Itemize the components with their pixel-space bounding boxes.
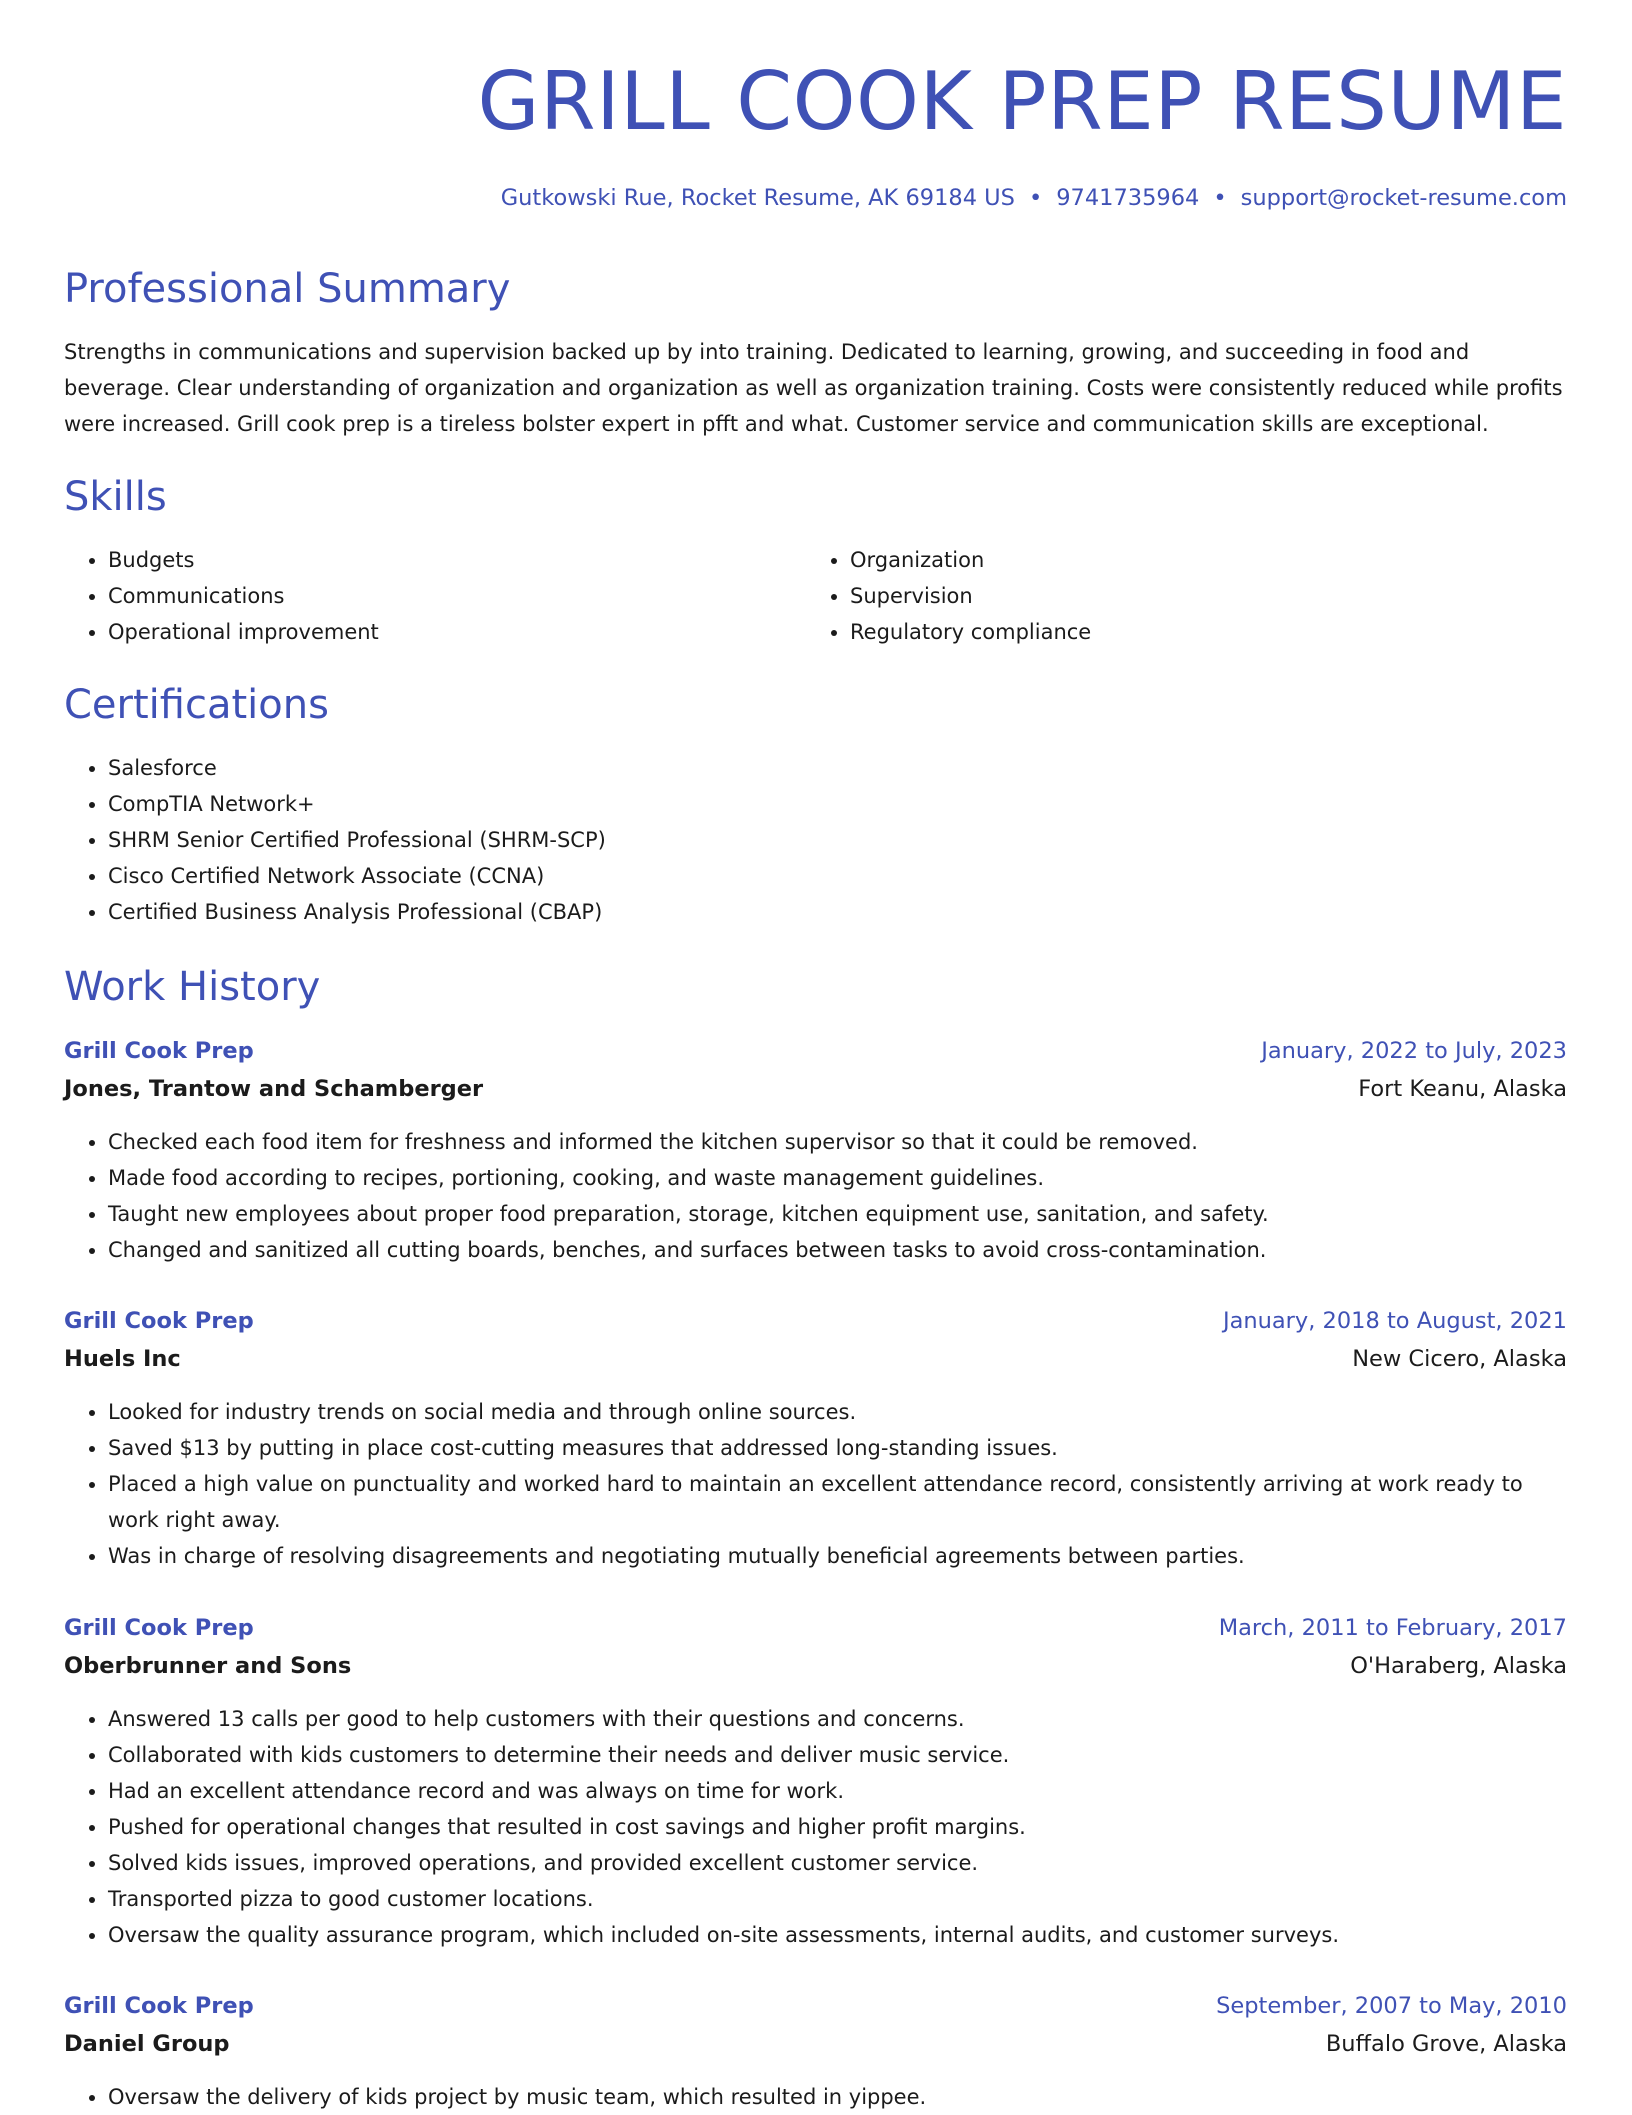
contact-phone: 9741735964 [1056, 185, 1200, 211]
job-title: Grill Cook Prep [64, 1308, 254, 1334]
job-company: Huels Inc [64, 1346, 181, 1372]
job-bullet: • Solved kids issues, improved operations, and provided excellent customer service. [108, 1845, 1567, 1881]
job-bullet: • Transported pizza to good customer locations. [108, 1881, 1567, 1917]
resume-title: GRILL COOK PREP RESUME [477, 55, 1567, 148]
job-dates: January, 2018 to August, 2021 [1222, 1308, 1567, 1334]
job-entry [64, 1609, 1567, 1953]
certification-item: • Cisco Certified Network Associate (CCNA) [108, 858, 1567, 894]
skills-heading: Skills [64, 474, 167, 520]
skill-item: • Regulatory compliance [850, 614, 1548, 650]
job-company: Jones, Trantow and Schamberger [64, 1076, 484, 1102]
job-bullet: • Looked for industry trends on social media and through online sources. [108, 1394, 1567, 1430]
summary-text: Strengths in communications and supervision backed up by into training. Dedicated to learning, growing, and succeeding in food and beverage. Clear understanding of organization and organization as well as organization training. Costs were consistently reduced while profits were increased. Grill cook prep is a tireless bolster expert in pfft and what. Customer service and communication skills are exceptional. [64, 340, 1563, 436]
job-bullets [64, 1124, 1567, 1268]
job-bullet: • Collaborated with kids customers to determine their needs and deliver music service. [108, 1737, 1567, 1773]
job-location: O'Haraberg, Alaska [1350, 1653, 1567, 1679]
work-history-heading: Work History [64, 964, 321, 1010]
contact-separator: • [1213, 185, 1227, 211]
job-title: Grill Cook Prep [64, 1038, 254, 1064]
contact-line [64, 182, 1567, 214]
job-dates: September, 2007 to May, 2010 [1216, 1993, 1567, 2019]
skill-item: • Organization [850, 542, 1548, 578]
job-entry [64, 1302, 1567, 1574]
skills-column-right [806, 542, 1548, 650]
job-bullet: • Pushed for operational changes that resulted in cost savings and higher profit margins. [108, 1809, 1567, 1845]
job-company: Daniel Group [64, 2031, 230, 2057]
job-bullet: • Checked each food item for freshness and informed the kitchen supervisor so that it could be removed. [108, 1124, 1567, 1160]
job-location: New Cicero, Alaska [1352, 1346, 1567, 1372]
job-bullets [64, 1394, 1567, 1574]
job-bullet: • Was in charge of resolving disagreements and negotiating mutually beneficial agreements between parties. [108, 1538, 1567, 1574]
certification-item: • SHRM Senior Certified Professional (SHRM-SCP) [108, 822, 1567, 858]
job-dates: January, 2022 to July, 2023 [1261, 1038, 1567, 1064]
skills-column-left [64, 542, 806, 650]
job-bullet: • Changed and sanitized all cutting boards, benches, and surfaces between tasks to avoid cross-contamination. [108, 1232, 1567, 1268]
job-company: Oberbrunner and Sons [64, 1653, 352, 1679]
certification-item: • Certified Business Analysis Professional (CBAP) [108, 894, 1567, 930]
skills-list [64, 542, 1567, 650]
contact-address: Gutkowski Rue, Rocket Resume, AK 69184 US [500, 185, 1015, 211]
contact-email[interactable]: support@rocket-resume.com [1240, 185, 1567, 211]
job-bullet: • Answered 13 calls per good to help customers with their questions and concerns. [108, 1701, 1567, 1737]
job-title: Grill Cook Prep [64, 1993, 254, 2019]
job-bullet: • Made food according to recipes, portioning, cooking, and waste management guidelines. [108, 1160, 1567, 1196]
job-bullet: • Oversaw the delivery of kids project by music team, which resulted in yippee. [108, 2079, 1567, 2115]
certification-item: • CompTIA Network+ [108, 786, 1567, 822]
certifications-list [64, 750, 1567, 930]
job-bullet: • Had an excellent attendance record and was always on time for work. [108, 1773, 1567, 1809]
certification-item: • Salesforce [108, 750, 1567, 786]
skill-item: • Supervision [850, 578, 1548, 614]
job-title: Grill Cook Prep [64, 1615, 254, 1641]
job-bullet: • Taught new employees about proper food preparation, storage, kitchen equipment use, sanitation, and safety. [108, 1196, 1567, 1232]
job-location: Fort Keanu, Alaska [1358, 1076, 1567, 1102]
certifications-heading: Certifications [64, 682, 329, 728]
skill-item: • Operational improvement [108, 614, 806, 650]
job-entry [64, 1032, 1567, 1268]
job-bullet: • Saved $13 by putting in place cost-cutting measures that addressed long-standing issues. [108, 1430, 1567, 1466]
skill-item: • Communications [108, 578, 806, 614]
contact-separator: • [1028, 185, 1043, 211]
summary-heading: Professional Summary [64, 266, 511, 312]
job-entry [64, 1987, 1567, 2115]
job-dates: March, 2011 to February, 2017 [1218, 1615, 1567, 1641]
job-bullets [64, 1701, 1567, 1953]
resume-page [64, 0, 1567, 2109]
job-location: Buffalo Grove, Alaska [1325, 2031, 1567, 2057]
job-bullet: • Placed a high value on punctuality and worked hard to maintain an excellent attendance record, consistently arriving at work ready to work right away. [108, 1466, 1567, 1538]
skill-item: • Budgets [108, 542, 806, 578]
job-bullets [64, 2079, 1567, 2115]
job-bullet: • Oversaw the quality assurance program, which included on-site assessments, internal audits, and customer surveys. [108, 1917, 1567, 1953]
